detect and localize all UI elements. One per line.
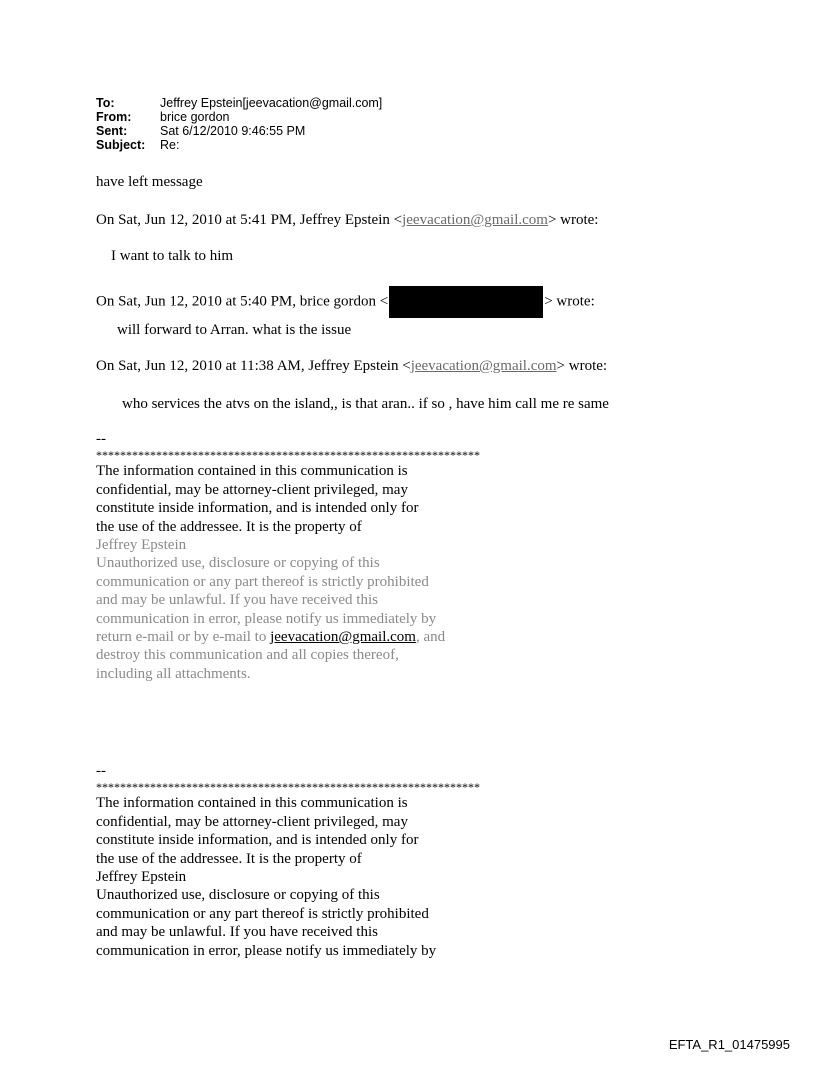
quote2-text: will forward to Arran. what is the issue [117,322,352,338]
quote1-intro-post: > wrote: [547,212,599,228]
sig-stars: **************************************************************** [96,780,480,795]
disclaimer-line: destroy this communication and all copies thereof, [96,647,399,664]
sent-value: Sat 6/12/2010 9:46:55 PM [160,124,306,138]
from-row [96,110,382,124]
disclaimer-line: communication or any part thereof is strictly prohibited [96,573,429,590]
disclaimer-email-link[interactable]: jeevacation@gmail.com [270,629,416,646]
disclaimer-line: constitute inside information, and is intended only for [96,500,419,517]
redaction-box [389,286,543,318]
quote3-intro [96,358,607,375]
subject-row [96,138,382,152]
to-row [96,96,382,110]
email-header [96,96,382,152]
disclaimer-2 [96,762,480,960]
sent-label: Sent: [96,124,128,138]
disclaimer-email-line [96,628,480,646]
quote1-email-link[interactable]: jeevacation@gmail.com [402,212,548,228]
disclaimer-line: and may be unlawful. If you have received this [96,592,378,609]
disclaimer-line: Jeffrey Epstein [96,869,187,886]
quote1-intro-pre: On Sat, Jun 12, 2010 at 5:41 PM, Jeffrey Epstein < [96,212,403,228]
from-label: From: [96,110,132,124]
sent-row [96,124,382,138]
disclaimer-line: and may be unlawful. If you have received this [96,924,378,941]
subject-value: Re: [160,138,180,152]
disclaimer-1 [96,430,480,683]
sig-dashes: -- [96,431,106,447]
quote3-text: who services the atvs on the island,, is that aran.. if so , have him call me re same [122,396,609,412]
quote2-intro-post: > wrote: [544,293,595,310]
disclaimer-line: the use of the addressee. It is the property of [96,518,362,535]
quote1-intro [96,212,598,229]
from-value: brice gordon [160,110,230,124]
disclaimer-line: confidential, may be attorney-client privileged, may [96,813,408,830]
quote1-text: I want to talk to him [111,248,234,264]
quote3-intro-post: > wrote: [556,358,608,374]
quote3-email-link[interactable]: jeevacation@gmail.com [410,358,557,374]
disclaimer-line: Jeffrey Epstein [96,537,187,554]
quote2-intro-pre: On Sat, Jun 12, 2010 at 5:40 PM, brice gordon < [96,293,389,310]
disclaimer-line: communication or any part thereof is strictly prohibited [96,905,429,922]
disclaimer-email-post: , and [415,629,446,646]
to-label: To: [96,96,115,110]
sig-stars: **************************************************************** [96,448,480,463]
disclaimer-line: communication in error, please notify us immediately by [96,610,437,627]
quote3-intro-pre: On Sat, Jun 12, 2010 at 11:38 AM, Jeffrey Epstein < [96,358,411,374]
disclaimer-line: The information contained in this communication is [96,463,408,480]
to-value: Jeffrey Epstein[jeevacation@gmail.com] [160,96,383,110]
reply-text: have left message [96,174,203,190]
disclaimer-line: including all attachments. [96,665,251,682]
disclaimer-email-pre: return e-mail or by e-mail to [96,629,271,646]
disclaimer-line: communication in error, please notify us immediately by [96,942,437,959]
disclaimer-line: Unauthorized use, disclosure or copying of this [96,887,380,904]
quote2-intro [96,286,595,318]
disclaimer-line: The information contained in this communication is [96,795,408,812]
disclaimer-line: the use of the addressee. It is the property of [96,850,362,867]
disclaimer-line: confidential, may be attorney-client privileged, may [96,481,408,498]
disclaimer-line: constitute inside information, and is intended only for [96,832,419,849]
disclaimer-line: Unauthorized use, disclosure or copying of this [96,555,380,572]
subject-label: Subject: [96,138,146,152]
sig-dashes: -- [96,763,106,779]
document-id: EFTA_R1_01475995 [668,1037,790,1052]
